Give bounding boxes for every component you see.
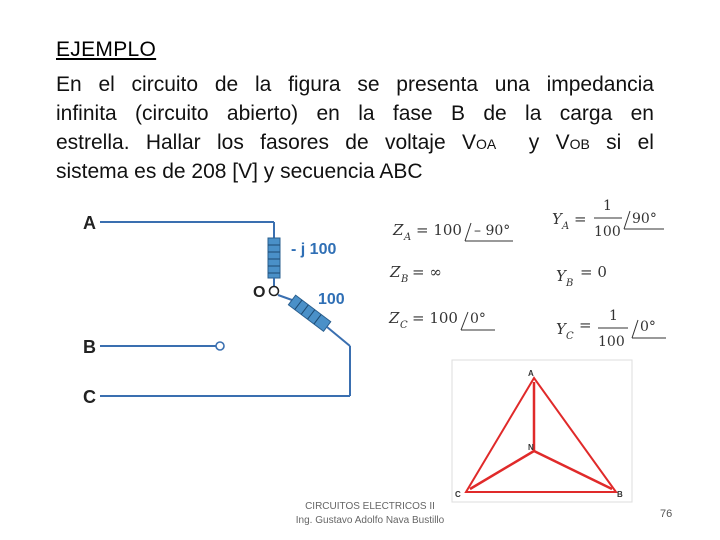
svg-text:= 100: = 100 — [416, 221, 462, 239]
impedance-c-label: 100 — [318, 291, 345, 308]
phasor-label-n: N — [528, 443, 534, 452]
svg-text:= 100: = 100 — [412, 309, 458, 327]
voltage-vob: VOB — [555, 131, 590, 154]
terminal-b-open — [216, 342, 224, 350]
impedance-equations — [388, 221, 513, 331]
svg-text:=: = — [574, 210, 587, 228]
svg-text:Y: Y — [556, 267, 566, 285]
phasor-diagram — [452, 360, 632, 502]
svg-text:A: A — [562, 221, 570, 232]
svg-text:Z: Z — [393, 221, 404, 239]
slide-footer — [270, 500, 470, 528]
svg-text:Z: Z — [389, 309, 400, 327]
svg-text:= ∞: = ∞ — [412, 263, 442, 281]
voltage-voa: VOA — [461, 131, 497, 154]
statement-line-4: sistema es de 208 [V] y secuencia ABC — [56, 160, 423, 183]
neutral-point — [270, 287, 279, 296]
svg-text:Y: Y — [556, 320, 566, 338]
node-a-label: A — [83, 213, 96, 233]
equation-yc — [556, 308, 666, 350]
svg-text:0°: 0° — [470, 311, 486, 327]
svg-text:= 0: = 0 — [580, 263, 607, 281]
statement-line-3-mid: y — [496, 131, 556, 154]
svg-text:1: 1 — [609, 308, 618, 324]
node-c-label: C — [83, 387, 96, 407]
svg-text:90°: 90° — [632, 211, 657, 227]
impedance-a-label: - j 100 — [291, 241, 337, 258]
admittance-equations — [552, 198, 666, 350]
equation-za — [392, 221, 513, 243]
statement-line-3-start: estrella. Hallar los fasores de voltaje — [56, 131, 462, 154]
equation-zc — [388, 309, 495, 331]
node-b-label: B — [83, 337, 96, 357]
svg-text:C: C — [400, 320, 408, 331]
page-number: 76 — [660, 508, 673, 520]
slide-heading: EJEMPLO — [56, 38, 157, 61]
phasor-label-a: A — [528, 369, 534, 378]
svg-text:1: 1 — [603, 198, 612, 214]
svg-text:– 90°: – 90° — [474, 223, 511, 239]
svg-text:Z: Z — [390, 263, 401, 281]
circuit-diagram — [83, 213, 350, 407]
author-name: Ing. Gustavo Adolfo Nava Bustillo — [295, 515, 445, 526]
statement-line-1: En el circuito de la figura se presenta una impedancia — [56, 73, 654, 96]
svg-text:100: 100 — [598, 334, 625, 350]
svg-text:B: B — [401, 274, 409, 285]
phasor-label-b: B — [617, 490, 623, 499]
wire-o-to-zc — [278, 295, 292, 300]
phasor-label-c: C — [455, 490, 461, 499]
wire-zc-out — [327, 327, 350, 346]
svg-text:Y: Y — [552, 210, 562, 228]
equation-yb — [556, 263, 607, 289]
node-o-label: O — [253, 284, 266, 301]
svg-text:B: B — [566, 278, 574, 289]
svg-text:=: = — [579, 316, 592, 334]
equation-zb — [389, 263, 442, 285]
course-name: CIRCUITOS ELECTRICOS II — [305, 501, 435, 512]
equation-ya — [552, 198, 664, 240]
phasor-frame — [452, 360, 632, 502]
svg-text:0°: 0° — [640, 319, 656, 335]
inductor-za — [268, 238, 280, 278]
statement-line-3-end: si el — [589, 131, 654, 154]
svg-text:100: 100 — [594, 224, 621, 240]
svg-text:C: C — [566, 331, 574, 342]
svg-text:A: A — [404, 232, 412, 243]
statement-line-2: infinita (circuito abierto) en la fase B de la carga en — [56, 102, 654, 125]
